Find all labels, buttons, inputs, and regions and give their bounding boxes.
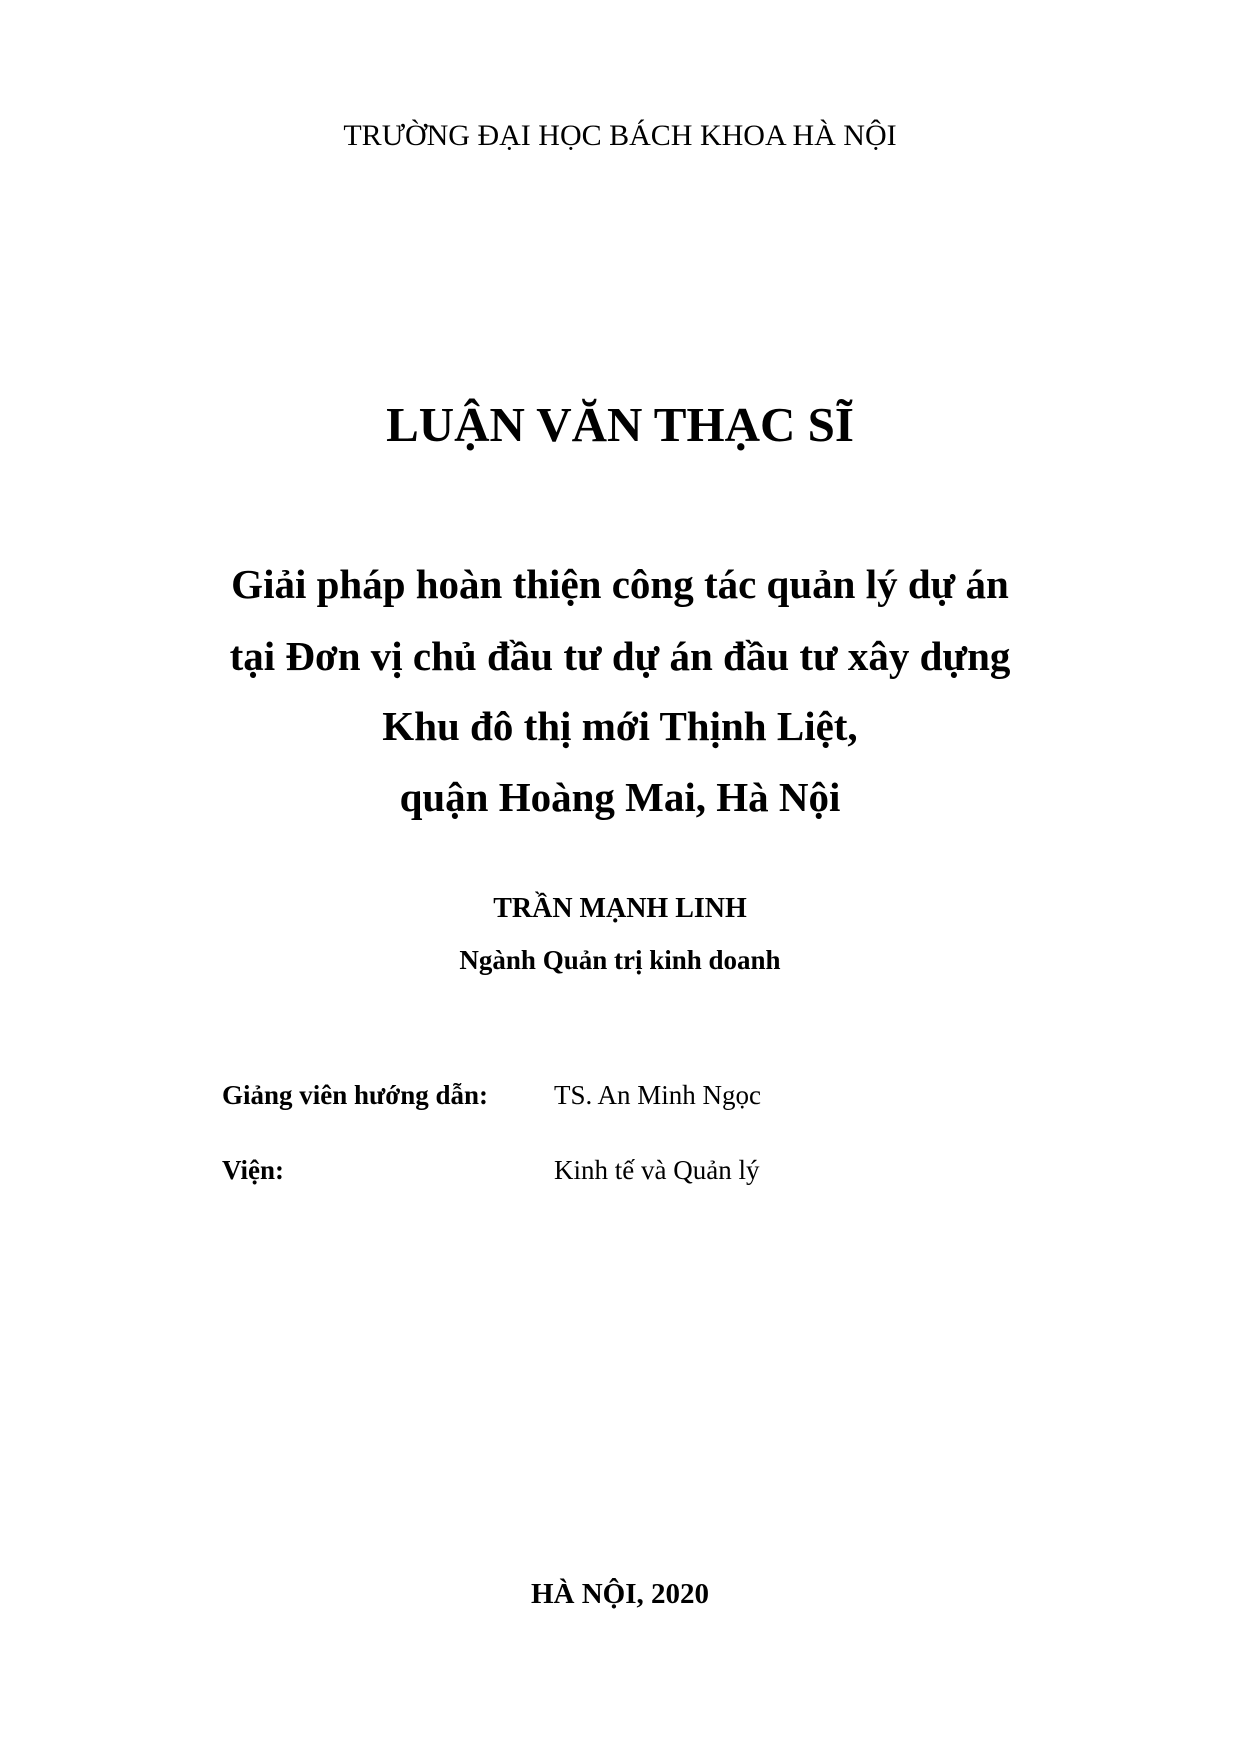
- place-and-year: HÀ NỘI, 2020: [530, 1578, 710, 1610]
- thesis-title-line-3: Khu đô thị mới Thịnh Liệt,: [382, 703, 858, 749]
- degree-title: LUẬN VĂN THẠC SĨ: [386, 397, 854, 452]
- institute-label: Viện:: [222, 1155, 284, 1185]
- major-name: Ngành Quản trị kinh doanh: [459, 945, 781, 975]
- thesis-title-line-4: quận Hoàng Mai, Hà Nội: [399, 774, 841, 820]
- supervisor-label: Giảng viên hướng dẫn:: [222, 1080, 488, 1110]
- university-name: TRƯỜNG ĐẠI HỌC BÁCH KHOA HÀ NỘI: [343, 119, 897, 152]
- author-name: TRẦN MẠNH LINH: [493, 893, 747, 924]
- thesis-title-line-2: tại Đơn vị chủ đầu tư dự án đầu tư xây dựng: [229, 633, 1011, 679]
- supervisor-value: TS. An Minh Ngọc: [554, 1080, 762, 1110]
- institute-value: Kinh tế và Quản lý: [554, 1155, 760, 1185]
- thesis-title-line-1: Giải pháp hoàn thiện công tác quản lý dự án: [231, 561, 1009, 607]
